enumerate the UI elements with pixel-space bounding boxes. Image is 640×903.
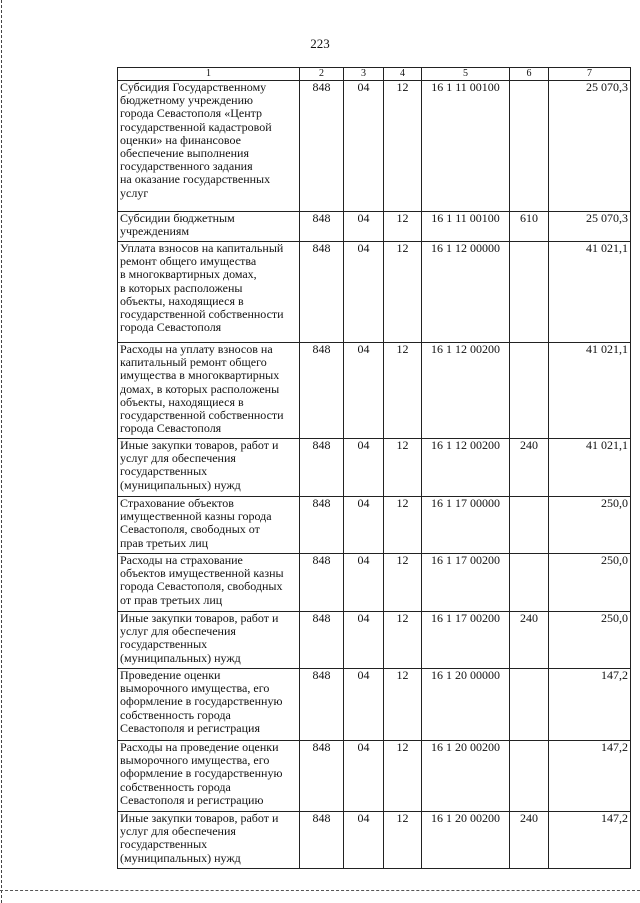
row-csr: 16 1 20 00200 (422, 812, 510, 869)
row-csr: 16 1 17 00200 (422, 612, 510, 669)
row-rz: 04 (344, 669, 384, 741)
scan-edge-left (1, 0, 2, 903)
scan-edge-bottom (0, 890, 640, 891)
table-row (118, 343, 631, 439)
row-name: Расходы на уплату взносов на капитальный ремонт общего имущества в многоквартирных домах, в которых расположены объекты, находящиеся в государственной собственности города Севастополя (118, 343, 300, 439)
row-amount: 25 070,3 (549, 212, 631, 242)
row-amount: 250,0 (549, 497, 631, 554)
row-amount: 147,2 (549, 812, 631, 869)
row-csr: 16 1 20 00200 (422, 741, 510, 812)
table-row (118, 439, 631, 497)
row-rz: 04 (344, 741, 384, 812)
table-row (118, 554, 631, 612)
row-pr: 12 (384, 212, 422, 242)
row-amount: 41 021,1 (549, 242, 631, 343)
table-row (118, 497, 631, 554)
row-rz: 04 (344, 812, 384, 869)
col-header-vr: 6 (510, 68, 549, 81)
table-row (118, 212, 631, 242)
table-row (118, 669, 631, 741)
row-gr: 848 (300, 242, 344, 343)
row-pr: 12 (384, 741, 422, 812)
table-row (118, 812, 631, 869)
row-amount: 147,2 (549, 669, 631, 741)
row-vr (510, 343, 549, 439)
row-name: Расходы на страхование объектов имущественной казны города Севастополя, свободных от прав третьих лиц (118, 554, 300, 612)
row-gr: 848 (300, 81, 344, 212)
row-gr: 848 (300, 497, 344, 554)
row-gr: 848 (300, 812, 344, 869)
row-rz: 04 (344, 554, 384, 612)
table-row (118, 612, 631, 669)
row-amount: 41 021,1 (549, 343, 631, 439)
row-csr: 16 1 11 00100 (422, 212, 510, 242)
row-pr: 12 (384, 812, 422, 869)
col-header-pr: 4 (384, 68, 422, 81)
col-header-gr: 2 (300, 68, 344, 81)
row-pr: 12 (384, 343, 422, 439)
row-rz: 04 (344, 242, 384, 343)
row-vr: 240 (510, 612, 549, 669)
row-name: Уплата взносов на капитальный ремонт общего имущества в многоквартирных домах, в которых расположены объекты, находящиеся в государственной собственности города Севастополя (118, 242, 300, 343)
row-pr: 12 (384, 612, 422, 669)
row-gr: 848 (300, 669, 344, 741)
row-csr: 16 1 12 00200 (422, 343, 510, 439)
row-pr: 12 (384, 497, 422, 554)
row-vr: 610 (510, 212, 549, 242)
row-rz: 04 (344, 439, 384, 497)
budget-table (117, 67, 631, 869)
row-pr: 12 (384, 554, 422, 612)
row-rz: 04 (344, 81, 384, 212)
row-pr: 12 (384, 669, 422, 741)
row-csr: 16 1 12 00200 (422, 439, 510, 497)
table-row (118, 242, 631, 343)
header-row (118, 68, 631, 81)
col-header-amount: 7 (549, 68, 631, 81)
col-header-name: 1 (118, 68, 300, 81)
row-csr: 16 1 20 00000 (422, 669, 510, 741)
row-amount: 250,0 (549, 612, 631, 669)
row-gr: 848 (300, 212, 344, 242)
row-gr: 848 (300, 741, 344, 812)
row-name: Субсидии бюджетным учреждениям (118, 212, 300, 242)
row-amount: 41 021,1 (549, 439, 631, 497)
row-vr (510, 242, 549, 343)
row-csr: 16 1 11 00100 (422, 81, 510, 212)
row-name: Иные закупки товаров, работ и услуг для обеспечения государственных (муниципальных) нужд (118, 812, 300, 869)
row-vr (510, 81, 549, 212)
table-row (118, 741, 631, 812)
row-name: Иные закупки товаров, работ и услуг для обеспечения государственных (муниципальных) нужд (118, 439, 300, 497)
row-rz: 04 (344, 497, 384, 554)
col-header-rz: 3 (344, 68, 384, 81)
row-csr: 16 1 17 00200 (422, 554, 510, 612)
row-vr (510, 741, 549, 812)
table-row (118, 81, 631, 212)
row-gr: 848 (300, 439, 344, 497)
row-rz: 04 (344, 612, 384, 669)
row-gr: 848 (300, 343, 344, 439)
row-pr: 12 (384, 439, 422, 497)
row-name: Иные закупки товаров, работ и услуг для обеспечения государственных (муниципальных) нужд (118, 612, 300, 669)
row-csr: 16 1 17 00000 (422, 497, 510, 554)
row-gr: 848 (300, 554, 344, 612)
row-amount: 25 070,3 (549, 81, 631, 212)
row-vr: 240 (510, 439, 549, 497)
row-name: Страхование объектов имущественной казны города Севастополя, свободных от прав третьих лиц (118, 497, 300, 554)
row-pr: 12 (384, 81, 422, 212)
row-vr (510, 497, 549, 554)
row-amount: 147,2 (549, 741, 631, 812)
row-name: Расходы на проведение оценки выморочного имущества, его оформление в государственную собственность города Севастополя и регистрацию (118, 741, 300, 812)
row-pr: 12 (384, 242, 422, 343)
row-name: Субсидия Государственному бюджетному учреждению города Севастополя «Центр государственной кадастровой оценки» на финансовое обеспечение выполнения государственного задания на оказание государственных услуг (118, 81, 300, 212)
row-vr (510, 669, 549, 741)
row-rz: 04 (344, 343, 384, 439)
row-gr: 848 (300, 612, 344, 669)
row-name: Проведение оценки выморочного имущества, его оформление в государственную собственность города Севастополя и регистрация (118, 669, 300, 741)
row-amount: 250,0 (549, 554, 631, 612)
page-number: 223 (310, 36, 330, 51)
row-vr: 240 (510, 812, 549, 869)
row-rz: 04 (344, 212, 384, 242)
row-csr: 16 1 12 00000 (422, 242, 510, 343)
row-vr (510, 554, 549, 612)
col-header-csr: 5 (422, 68, 510, 81)
